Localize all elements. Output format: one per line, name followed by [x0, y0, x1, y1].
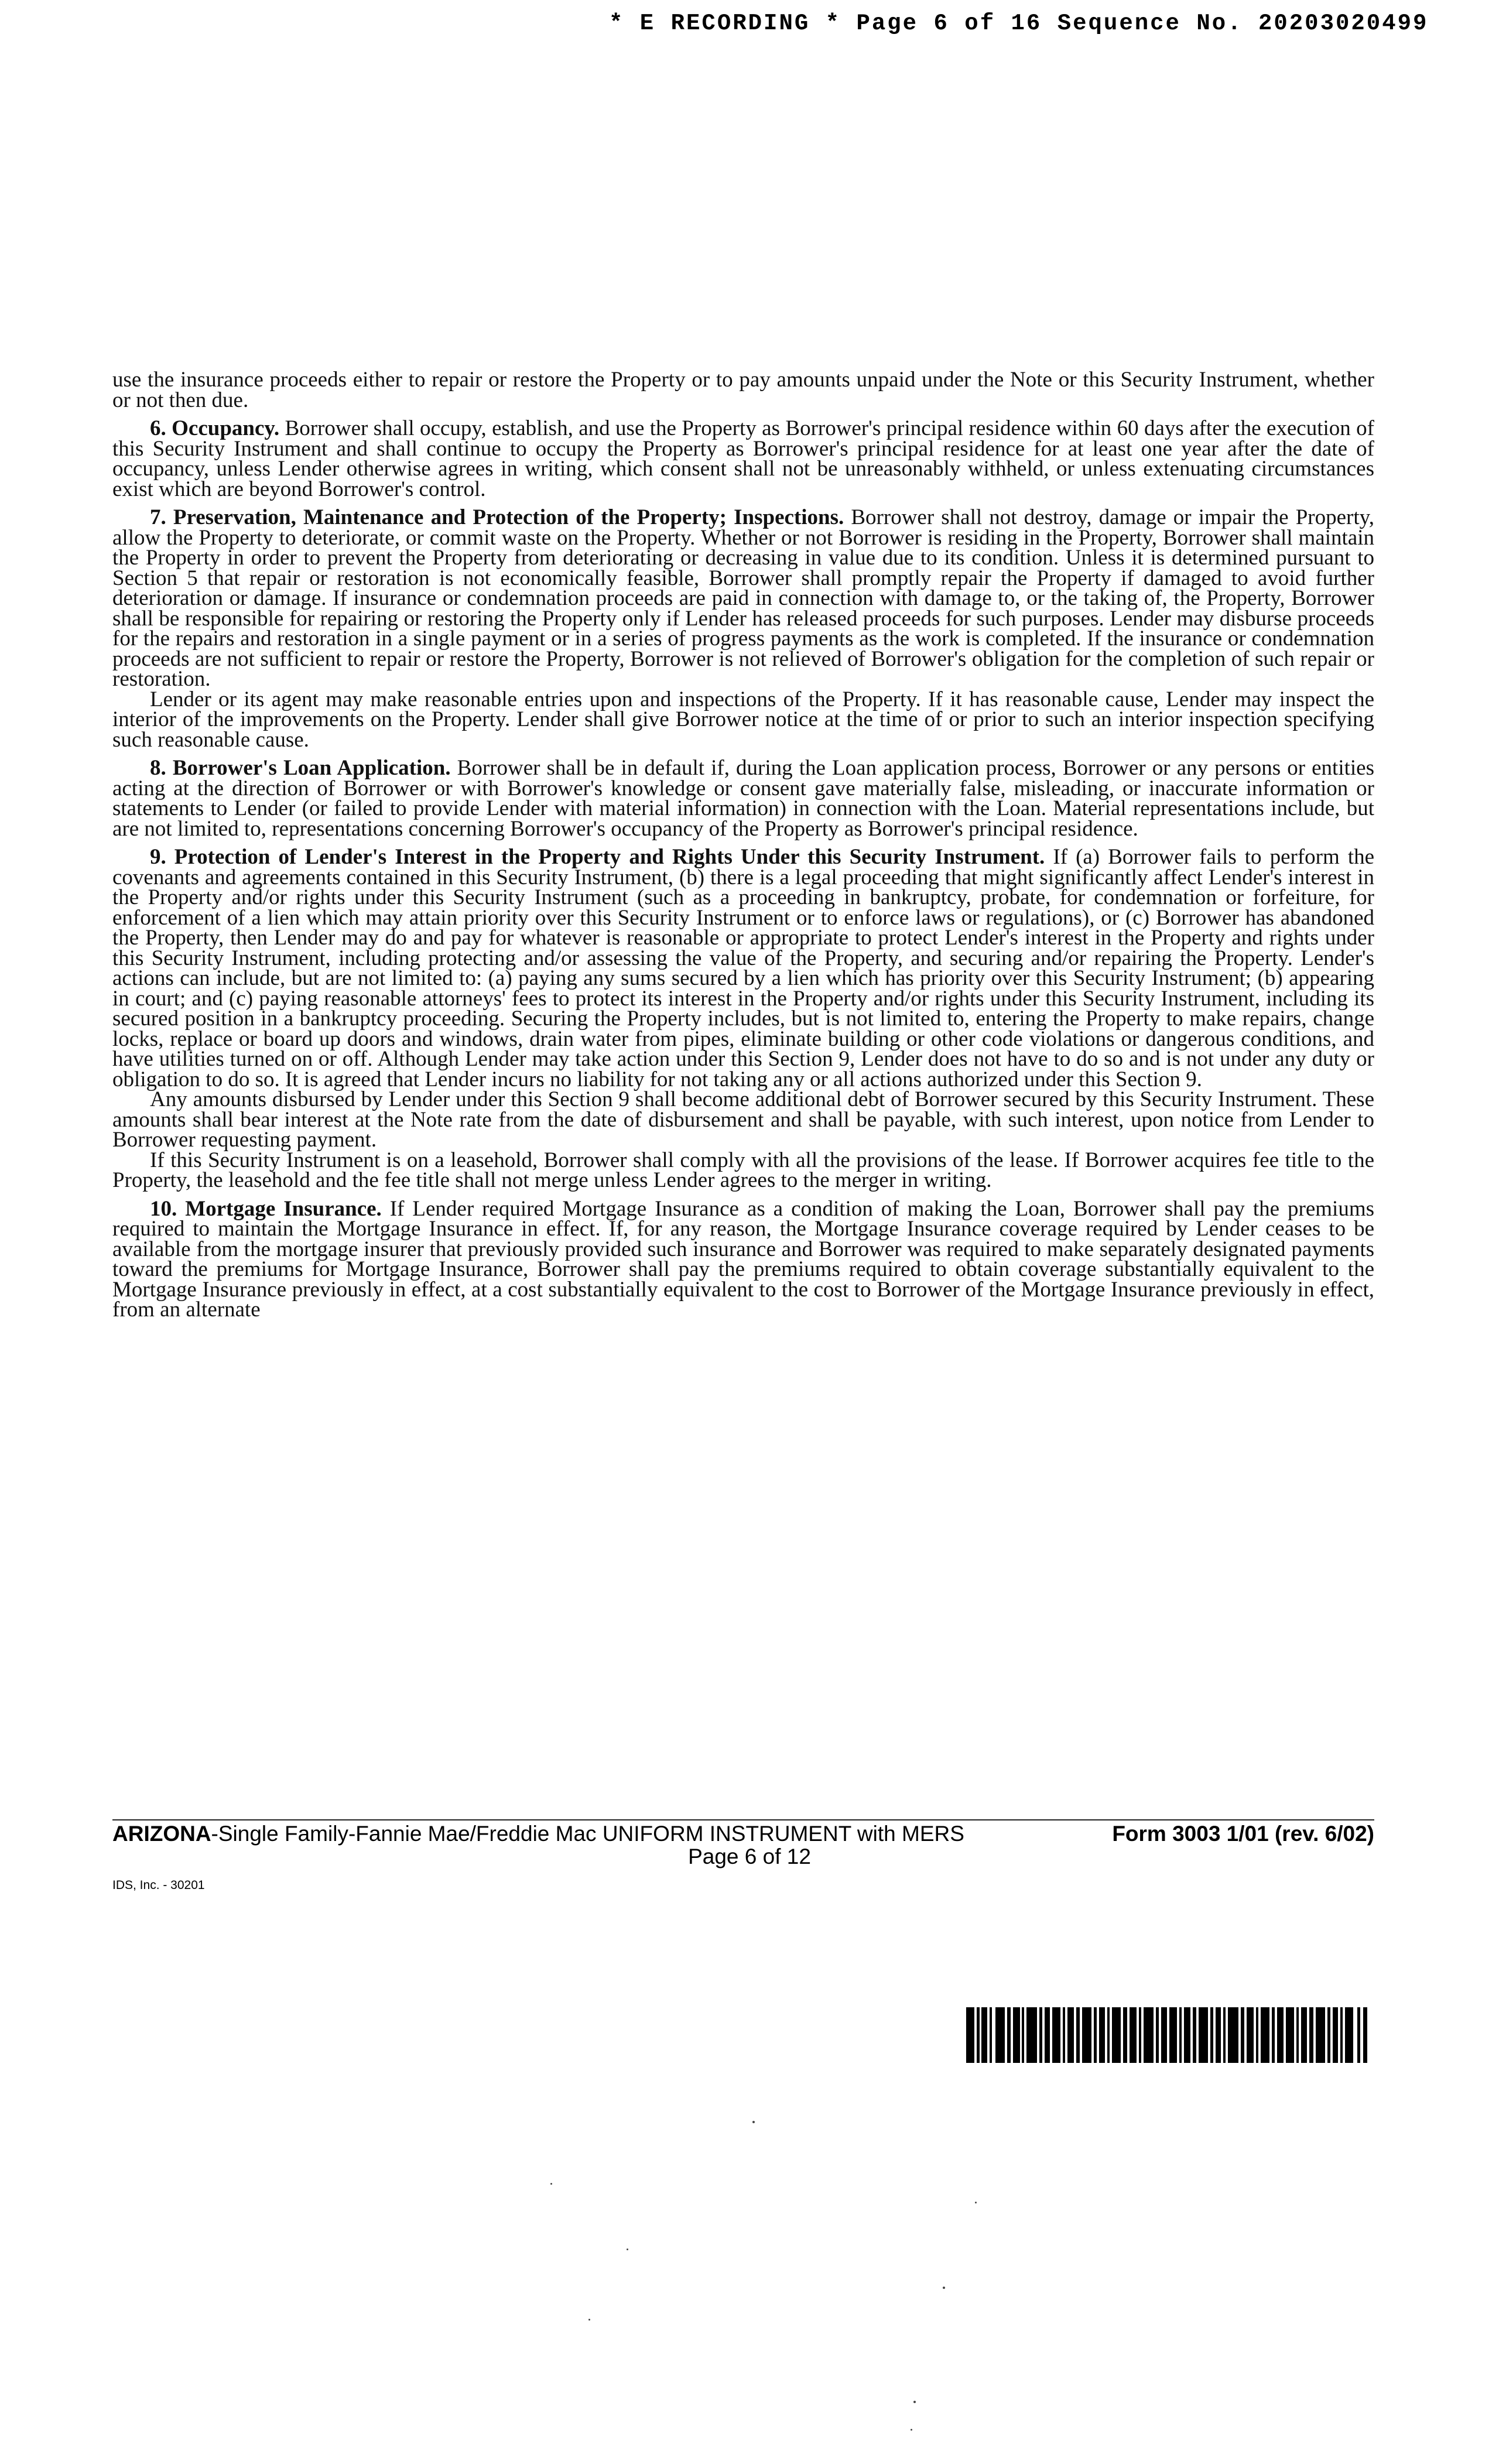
scan-speck [975, 2202, 977, 2203]
section-9-text: If (a) Borrower fails to perform the covenants and agreements contained in this Security Instrument, (b) there is a legal proceeding that might significantly affect Lender's interest in the Property and/or rights under this Security Instrument (such as a proceeding in bankruptcy, probate, for condemnation or forfeiture, for enforcement of a lien which may attain priority over this Security Instrument or to enforce laws or regulations), or (c) Borrower has abandoned the Property, then Lender may do and pay for whatever is reasonable or appropriate to protect Lender's interest in the Property and rights under this Security Instrument, including protecting and/or assessing the value of the Property, and securing and/or repairing the Property. Lender's actions can include, but are not limited to: (a) paying any sums secured by a lien which has priority over this Security Instrument; (b) appearing in court; and (c) paying reasonable attorneys' fees to protect its interest in the Property and/or rights under this Security Instrument, including its secured position in a bankruptcy proceeding. Securing the Property includes, but is not limited to, entering the Property to make repairs, change locks, replace or board up doors and windows, drain water from pipes, eliminate building or other code violations or dangerous conditions, and have utilities turned on or off. Although Lender may take action under this Section 9, Lender does not have to do so and is not under any duty or obligation to do so. It is agreed that Lender incurs no liability for not taking any or all actions authorized under this Section 9. [112, 845, 1375, 1091]
section-7-title: 7. Preservation, Maintenance and Protection of the Property; Inspections. [150, 505, 844, 529]
barcode [966, 2007, 1367, 2063]
recording-header: * E RECORDING * Page 6 of 16 Sequence No. 20203020499 [609, 11, 1429, 36]
section-6-title: 6. Occupancy. [150, 416, 280, 440]
section-9-title: 9. Protection of Lender's Interest in the Property and Rights Under this Security Instrument. [150, 845, 1045, 869]
section-9 [112, 847, 1374, 1090]
section-7 [112, 505, 1374, 691]
scan-speck [550, 2183, 552, 2185]
scan-speck [913, 2401, 916, 2403]
section-8-text: Borrower shall be in default if, during the Loan application process, Borrower or any persons or entities acting at the direction of Borrower or with Borrower's knowledge or consent gave materially false, misleading, or inaccurate information or statements to Lender (or failed to provide Lender with material information) in connection with the Loan. Material representations include, but are not limited to, representations concerning Borrower's occupancy of the Property as Borrower's principal residence. [112, 756, 1374, 841]
scan-speck [588, 2319, 590, 2321]
scan-speck [911, 2429, 912, 2431]
footer-instrument: -Single Family-Fannie Mae/Freddie Mac UNIFORM INSTRUMENT with MERS [211, 1822, 964, 1846]
footer-form-number: Form 3003 1/01 (rev. 6/02) [1112, 1822, 1374, 1846]
scan-speck [943, 2287, 945, 2289]
continuation-paragraph: use the insurance proceeds either to repair or restore the Property or to pay amounts unpaid under the Note or this Security Instrument, whether or not then due. [112, 368, 1374, 412]
document-body [112, 370, 1374, 1320]
section-10 [112, 1196, 1375, 1322]
section-6 [112, 416, 1374, 501]
scan-speck [752, 2121, 755, 2123]
section-9-paragraph-2: Any amounts disbursed by Lender under this Section 9 shall become additional debt of Borrower secured by this Security Instrument. These amounts shall bear interest at the Note rate from the date of disbursement and shall be payable, with such interest, upon notice from Lender to Borrower requesting payment. [112, 1087, 1374, 1152]
section-6-text: Borrower shall occupy, establish, and use the Property as Borrower's principal residence within 60 days after the execution of this Security Instrument and shall continue to occupy the Property as Borrower's principal residence for at least one year after the date of occupancy, unless Lender otherwise agrees in writing, which consent shall not be unreasonably withheld, or unless extenuating circumstances exist which are beyond Borrower's control. [112, 416, 1374, 501]
footer-page-number: Page 6 of 12 [688, 1844, 811, 1868]
section-8 [112, 758, 1374, 839]
footer-ids-code: IDS, Inc. - 30201 [112, 1878, 205, 1892]
scan-speck [627, 2249, 628, 2250]
footer-state: ARIZONA [112, 1822, 211, 1846]
section-7-paragraph-2: Lender or its agent may make reasonable entries upon and inspections of the Property. If it has reasonable cause, Lender may inspect the interior of the improvements on the Property. Lender shall give Borrower notice at the time of or prior to such an interior inspection specifying such reasonable cause. [112, 687, 1374, 752]
footer-divider [112, 1819, 1374, 1820]
section-9-paragraph-3: If this Security Instrument is on a leasehold, Borrower shall comply with all the provisions of the lease. If Borrower acquires fee title to the Property, the leasehold and the fee title shall not merge unless Lender agrees to the merger in writing. [112, 1148, 1374, 1192]
barcode-bars [966, 2007, 1367, 2063]
section-8-title: 8. Borrower's Loan Application. [150, 756, 451, 780]
footer-instrument-line [112, 1822, 964, 1846]
section-7-text: Borrower shall not destroy, damage or impair the Property, allow the Property to deteriorate, or commit waste on the Property. Whether or not Borrower is residing in the Property, Borrower shall maintain the Property in order to prevent the Property from deteriorating or decreasing in value due to its condition. Unless it is determined pursuant to Section 5 that repair or restoration is not economically feasible, Borrower shall promptly repair the Property if damaged to avoid further deterioration or damage. If insurance or condemnation proceeds are paid in connection with damage to, or the taking of, the Property, Borrower shall be responsible for repairing or restoring the Property only if Lender has released proceeds for such purposes. Lender may disburse proceeds for the repairs and restoration in a single payment or in a series of progress payments as the work is completed. If the insurance or condemnation proceeds are not sufficient to repair or restore the Property, Borrower is not relieved of Borrower's obligation for the completion of such repair or restoration. [112, 505, 1374, 691]
section-10-title: 10. Mortgage Insurance. [150, 1196, 382, 1221]
section-10-text: If Lender required Mortgage Insurance as a condition of making the Loan, Borrower shall pay the premiums required to maintain the Mortgage Insurance in effect. If, for any reason, the Mortgage Insurance coverage required by Lender ceases to be available from the mortgage insurer that previously provided such insurance and Borrower was required to make separately designated payments toward the premiums for Mortgage Insurance, Borrower shall pay the premiums required to obtain coverage substantially equivalent to the Mortgage Insurance previously in effect, at a cost substantially equivalent to the cost to Borrower of the Mortgage Insurance previously in effect, from an alternate [112, 1196, 1375, 1322]
